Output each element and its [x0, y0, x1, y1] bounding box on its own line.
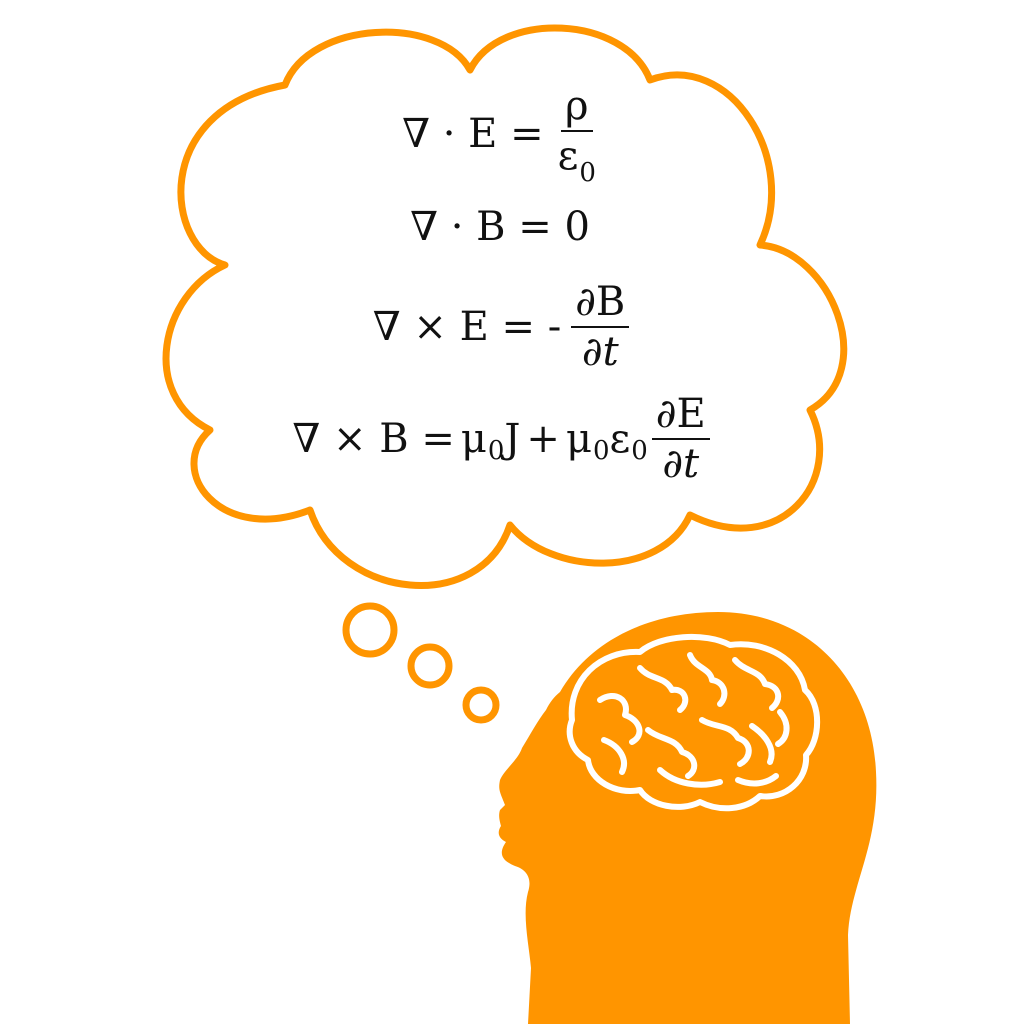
no-monopole-equation: [240, 204, 760, 250]
ampere-denominator: ∂t: [662, 441, 700, 487]
faraday-fraction: [571, 279, 629, 375]
gauss-law-equation: [240, 83, 760, 188]
epsilon-symbol: ε: [557, 133, 579, 179]
ampere-numerator: ∂E: [652, 394, 710, 440]
mu-subscript: 0: [592, 436, 610, 466]
ampere-law-equation: [240, 391, 760, 487]
epsilon-subscript: 0: [579, 158, 596, 188]
plus-sign: +: [526, 416, 560, 462]
current-symbol: J: [504, 416, 521, 462]
gauss-fraction: [554, 83, 600, 188]
gauss-denominator: [554, 132, 600, 188]
thought-bubble-icon: [346, 606, 394, 654]
ampere-lhs: ∇ × B =: [292, 416, 455, 462]
gauss-numerator: ρ: [561, 86, 593, 132]
faraday-numerator: ∂B: [571, 282, 629, 328]
epsilon-subscript: 0: [631, 436, 648, 466]
epsilon-symbol: ε: [609, 416, 631, 462]
thought-bubble-icon: [411, 647, 449, 685]
gauss-lhs: ∇ · E =: [402, 110, 544, 157]
head-silhouette-icon: [499, 612, 877, 1024]
mu-subscript: 0: [487, 436, 505, 466]
ampere-fraction: [652, 391, 710, 487]
mu-symbol: μ: [460, 416, 487, 462]
faraday-denominator: ∂t: [581, 329, 619, 375]
thought-bubble-icon: [466, 690, 496, 720]
no-monopole-text: ∇ · B = 0: [410, 204, 590, 250]
mu-symbol: μ: [565, 416, 592, 462]
faraday-law-equation: [240, 279, 760, 375]
faraday-lhs: ∇ × E = -: [372, 304, 562, 350]
